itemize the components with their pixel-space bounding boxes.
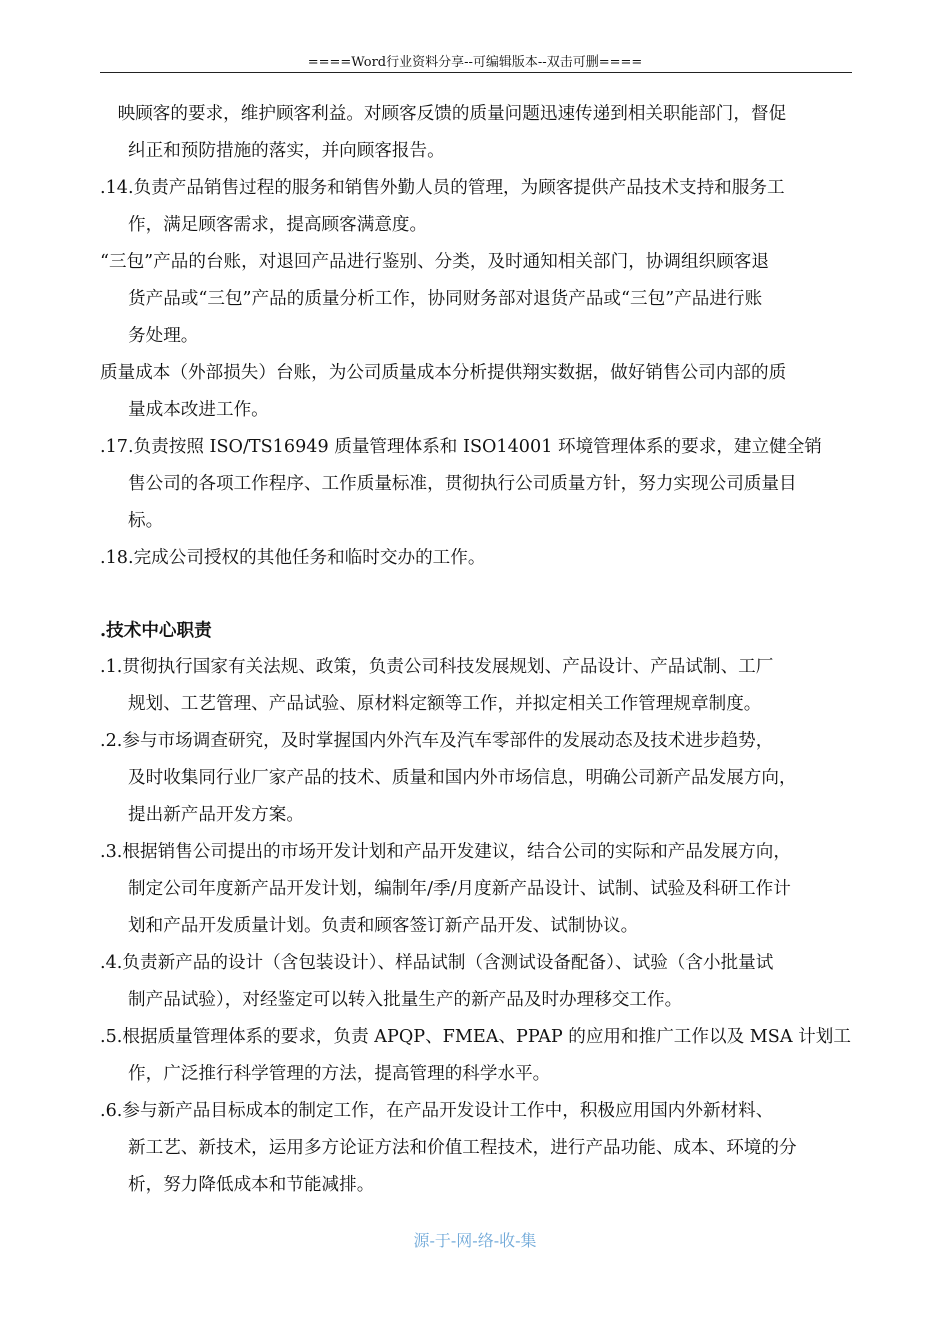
header-rule [100, 72, 852, 73]
paragraph-first-line: .6.参与新产品目标成本的制定工作，在产品开发设计工作中，积极应用国内外新材料、 [100, 1101, 774, 1121]
paragraph-continuation-line: 划和产品开发质量计划。负责和顾客签订新产品开发、试制协议。 [128, 916, 639, 936]
paragraph-first-line: .4.负责新产品的设计（含包装设计）、样品试制（含测试设备配备）、试验（含小批量试 [100, 953, 774, 973]
paragraph-first-line: .3.根据销售公司提出的市场开发计划和产品开发建议，结合公司的实际和产品发展方向， [100, 842, 791, 862]
paragraph [100, 1019, 860, 1093]
paragraph [100, 723, 860, 834]
paragraph-continuation-line: 标。 [128, 511, 164, 531]
paragraph [100, 170, 860, 244]
paragraph-first-line: 映顾客的要求，维护顾客利益。对顾客反馈的质量问题迅速传递到相关职能部门，督促 [100, 104, 787, 124]
paragraph-first-line: .5.根据质量管理体系的要求，负责 APQP、FMEA、PPAP 的应用和推广工作以及 MSA 计划工 [100, 1027, 851, 1047]
paragraph [100, 540, 860, 577]
paragraph-first-line: .1.贯彻执行国家有关法规、政策，负责公司科技发展规划、产品设计、产品试制、工厂 [100, 657, 774, 677]
section-title: .技术中心职责 [100, 620, 212, 641]
paragraph [100, 355, 860, 429]
paragraph-continuation-line: 新工艺、新技术，运用多方论证方法和价值工程技术，进行产品功能、成本、环境的分 [128, 1138, 797, 1158]
paragraph [100, 429, 860, 540]
paragraph [100, 96, 860, 170]
paragraph-continuation-line: 及时收集同行业厂家产品的技术、质量和国内外市场信息，明确公司新产品发展方向， [128, 768, 797, 788]
paragraph-group-tech-center [100, 649, 860, 1204]
page-footer: 源-于-网-络-收-集 [413, 1231, 537, 1250]
paragraph-continuation-line: 务处理。 [128, 326, 199, 346]
paragraph-continuation-line: 规划、工艺管理、产品试验、原材料定额等工作，并拟定相关工作管理规章制度。 [128, 694, 762, 714]
paragraph-continuation-line: 货产品或“三包”产品的质量分析工作，协同财务部对退货产品或“三包”产品进行账 [128, 289, 763, 309]
paragraph-group-sales [100, 96, 860, 577]
document-body [100, 96, 860, 1204]
page-header: ====Word行业资料分享--可编辑版本--双击可删==== [307, 55, 643, 70]
paragraph [100, 945, 860, 1019]
paragraph [100, 834, 860, 945]
paragraph-continuation-line: 量成本改进工作。 [128, 400, 269, 420]
paragraph-first-line: 质量成本（外部损失）台账，为公司质量成本分析提供翔实数据，做好销售公司内部的质 [100, 363, 787, 383]
paragraph-continuation-line: 提出新产品开发方案。 [128, 805, 304, 825]
paragraph [100, 244, 860, 355]
paragraph [100, 649, 860, 723]
paragraph-continuation-line: 析，努力降低成本和节能减排。 [128, 1175, 375, 1195]
paragraph-continuation-line: 售公司的各项工作程序、工作质量标准，贯彻执行公司质量方针，努力实现公司质量目 [128, 474, 797, 494]
paragraph-first-line: .18.完成公司授权的其他任务和临时交办的工作。 [100, 548, 486, 568]
paragraph-continuation-line: 制产品试验），对经鉴定可以转入批量生产的新产品及时办理移交工作。 [128, 990, 683, 1010]
paragraph-first-line: “三包”产品的台账，对退回产品进行鉴别、分类，及时通知相关部门，协调组织顾客退 [100, 252, 769, 272]
paragraph-first-line: .17.负责按照 ISO/TS16949 质量管理体系和 ISO14001 环境管理体系的要求，建立健全销 [100, 437, 822, 457]
paragraph-continuation-line: 纠正和预防措施的落实，并向顾客报告。 [128, 141, 445, 161]
paragraph-continuation-line: 作，满足顾客需求，提高顾客满意度。 [128, 215, 428, 235]
paragraph-continuation-line: 作，广泛推行科学管理的方法，提高管理的科学水平。 [128, 1064, 551, 1084]
paragraph-first-line: .14.负责产品销售过程的服务和销售外勤人员的管理，为顾客提供产品技术支持和服务工 [100, 178, 785, 198]
paragraph-continuation-line: 制定公司年度新产品开发计划，编制年/季/月度新产品设计、试制、试验及科研工作计 [128, 879, 791, 899]
paragraph-first-line: .2.参与市场调查研究，及时掌握国内外汽车及汽车零部件的发展动态及技术进步趋势， [100, 731, 774, 751]
paragraph [100, 1093, 860, 1204]
